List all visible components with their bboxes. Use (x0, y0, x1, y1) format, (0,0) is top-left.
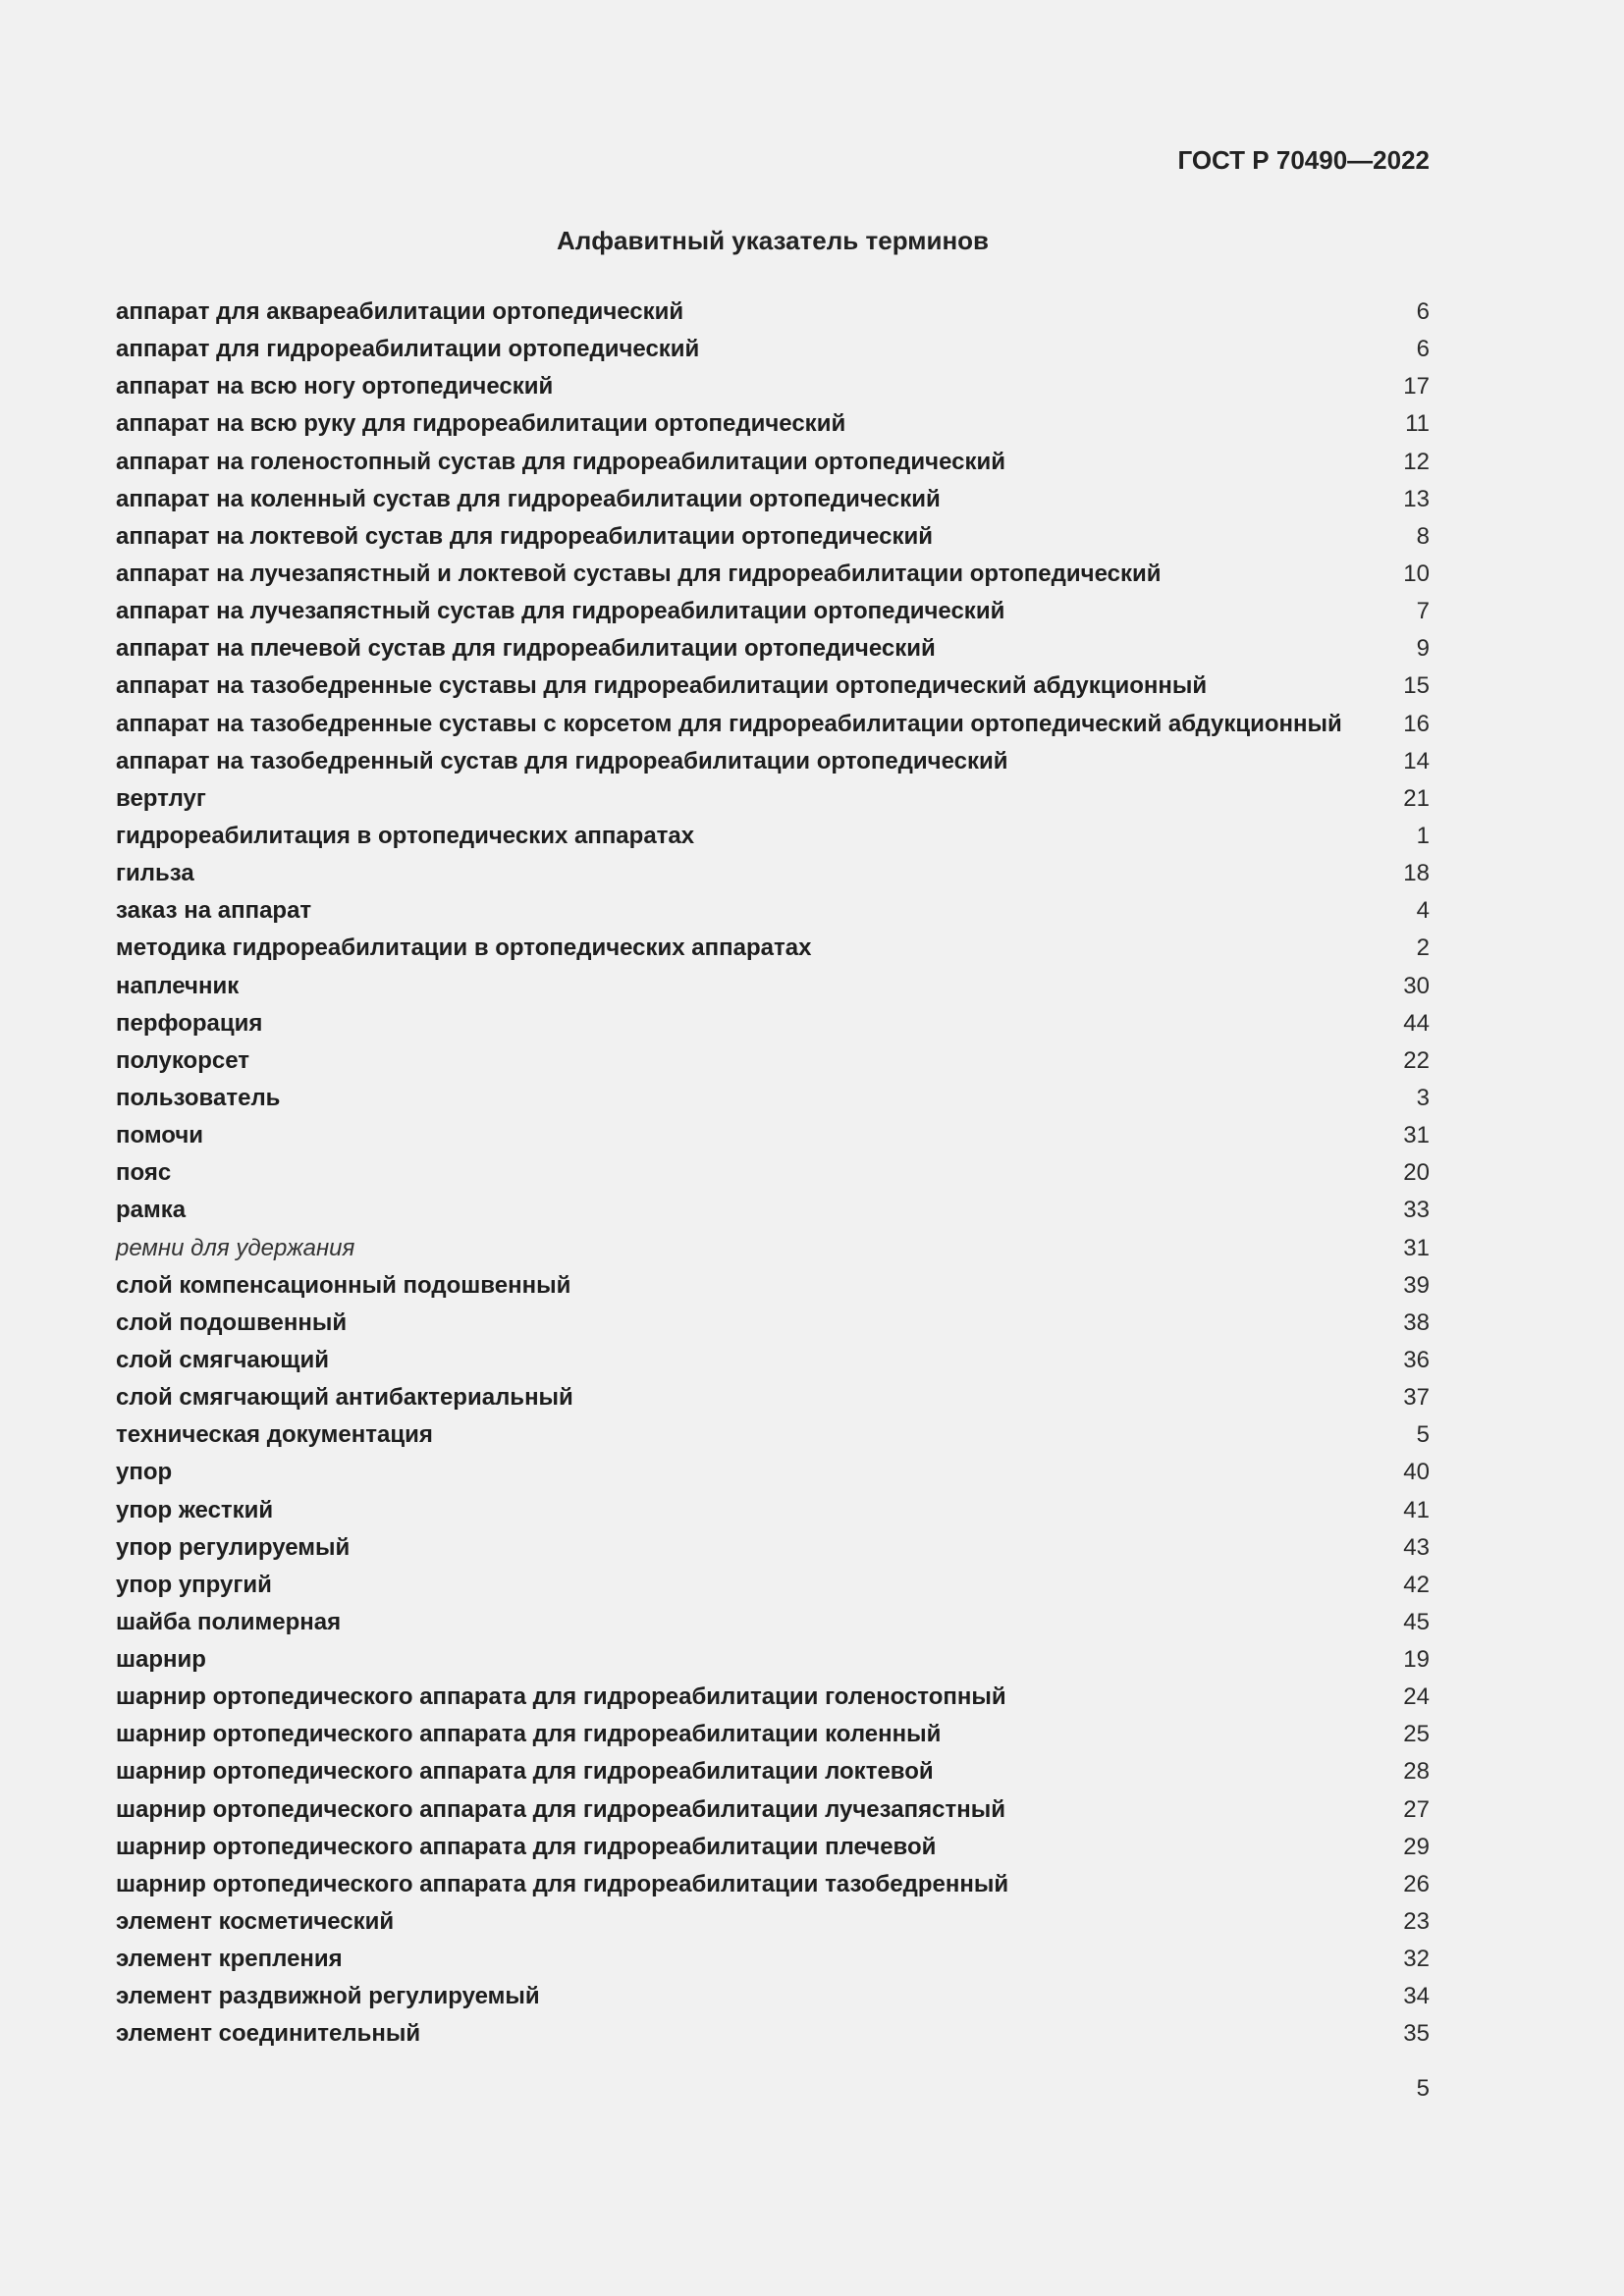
term-entry-number: 17 (1403, 373, 1430, 400)
index-term: заказ на аппарат (116, 897, 312, 925)
term-entry-number: 31 (1403, 1122, 1430, 1149)
index-entry (116, 1756, 1430, 1793)
index-term: шарнир (116, 1646, 206, 1674)
index-entry (116, 1682, 1430, 1719)
term-entry-number: 35 (1403, 2020, 1430, 2048)
index-entry (116, 296, 1430, 334)
page-number: 5 (1416, 2075, 1430, 2102)
term-entry-number: 29 (1403, 1833, 1430, 1860)
index-entry (116, 858, 1430, 895)
index-term: наплечник (116, 972, 240, 999)
index-entry (116, 1532, 1430, 1570)
index-term: полукорсет (116, 1046, 249, 1074)
term-entry-number: 28 (1403, 1758, 1430, 1786)
index-term: элемент крепления (116, 1946, 343, 1973)
term-entry-number: 32 (1403, 1946, 1430, 1973)
term-entry-number: 2 (1416, 934, 1430, 962)
index-entry (116, 933, 1430, 970)
term-index-list (116, 296, 1430, 2056)
index-term: аппарат на тазобедренные суставы для гидрореабилитации ортопедический абдукционный (116, 672, 1208, 700)
term-entry-number: 34 (1403, 1983, 1430, 2010)
term-entry-number: 3 (1416, 1084, 1430, 1111)
index-term: аппарат на всю ногу ортопедический (116, 373, 554, 400)
term-entry-number: 9 (1416, 635, 1430, 663)
index-entry (116, 895, 1430, 933)
index-entry (116, 1832, 1430, 1869)
term-entry-number: 30 (1403, 972, 1430, 999)
index-entry (116, 447, 1430, 484)
index-term: аппарат на лучезапястный и локтевой суставы для гидрореабилитации ортопедический (116, 560, 1162, 587)
index-entry (116, 1195, 1430, 1232)
term-entry-number: 1 (1416, 822, 1430, 849)
term-entry-number: 25 (1403, 1721, 1430, 1748)
term-entry-number: 5 (1416, 1421, 1430, 1449)
index-entry (116, 1120, 1430, 1157)
index-term: аппарат на коленный сустав для гидрореабилитации ортопедический (116, 485, 941, 512)
term-entry-number: 23 (1403, 1908, 1430, 1936)
term-entry-number: 24 (1403, 1683, 1430, 1711)
index-entry (116, 1607, 1430, 1644)
index-entry (116, 633, 1430, 670)
term-entry-number: 18 (1403, 860, 1430, 887)
term-entry-number: 41 (1403, 1496, 1430, 1523)
index-term: элемент косметический (116, 1908, 395, 1936)
term-entry-number: 40 (1403, 1459, 1430, 1486)
term-entry-number: 16 (1403, 710, 1430, 737)
index-term: аппарат на лучезапястный сустав для гидрореабилитации ортопедический (116, 598, 1005, 625)
index-entry (116, 596, 1430, 633)
index-entry (116, 783, 1430, 821)
index-entry (116, 670, 1430, 708)
index-entry (116, 709, 1430, 746)
term-entry-number: 31 (1403, 1234, 1430, 1261)
index-term: шарнир ортопедического аппарата для гидрореабилитации коленный (116, 1721, 942, 1748)
index-term: аппарат на всю руку для гидрореабилитации ортопедический (116, 410, 846, 438)
index-entry (116, 1794, 1430, 1832)
term-entry-number: 4 (1416, 897, 1430, 925)
index-term: аппарат на голеностопный сустав для гидрореабилитации ортопедический (116, 448, 1005, 475)
index-term: слой компенсационный подошвенный (116, 1271, 571, 1299)
index-term: методика гидрореабилитации в ортопедических аппаратах (116, 934, 812, 962)
index-entry (116, 1944, 1430, 1981)
term-entry-number: 38 (1403, 1308, 1430, 1336)
term-entry-number: 20 (1403, 1159, 1430, 1187)
index-entry (116, 746, 1430, 783)
index-term: элемент соединительный (116, 2020, 421, 2048)
index-term: шарнир ортопедического аппарата для гидрореабилитации локтевой (116, 1758, 934, 1786)
term-entry-number: 13 (1403, 485, 1430, 512)
index-entry (116, 1233, 1430, 1270)
index-term: упор регулируемый (116, 1533, 351, 1561)
term-entry-number: 14 (1403, 747, 1430, 774)
index-entry (116, 1157, 1430, 1195)
term-entry-number: 44 (1403, 1009, 1430, 1037)
term-entry-number: 42 (1403, 1571, 1430, 1598)
index-term: аппарат на тазобедренный сустав для гидрореабилитации ортопедический (116, 747, 1008, 774)
index-term: вертлуг (116, 784, 206, 812)
index-term: шайба полимерная (116, 1608, 342, 1635)
index-term: слой подошвенный (116, 1308, 348, 1336)
term-entry-number: 19 (1403, 1646, 1430, 1674)
index-term: упор упругий (116, 1571, 272, 1598)
index-term: элемент раздвижной регулируемый (116, 1983, 540, 2010)
index-entry (116, 1308, 1430, 1345)
index-term: шарнир ортопедического аппарата для гидрореабилитации лучезапястный (116, 1795, 1005, 1823)
term-entry-number: 43 (1403, 1533, 1430, 1561)
index-term: слой смягчающий антибактериальный (116, 1384, 573, 1412)
index-entry (116, 1270, 1430, 1308)
index-entry (116, 1981, 1430, 2018)
term-entry-number: 36 (1403, 1346, 1430, 1373)
term-entry-number: 8 (1416, 522, 1430, 550)
index-entry (116, 971, 1430, 1008)
index-entry (116, 1457, 1430, 1494)
index-term: шарнир ортопедического аппарата для гидрореабилитации плечевой (116, 1833, 937, 1860)
index-term: перфорация (116, 1009, 263, 1037)
term-entry-number: 26 (1403, 1870, 1430, 1897)
index-entry (116, 2018, 1430, 2056)
index-term: аппарат на плечевой сустав для гидрореабилитации ортопедический (116, 635, 936, 663)
index-title: Алфавитный указатель терминов (556, 226, 990, 255)
term-entry-number: 12 (1403, 448, 1430, 475)
term-entry-number: 45 (1403, 1608, 1430, 1635)
term-entry-number: 39 (1403, 1271, 1430, 1299)
term-entry-number: 37 (1403, 1384, 1430, 1412)
index-entry (116, 821, 1430, 858)
index-term: аппарат на тазобедренные суставы с корсетом для гидрореабилитации ортопедический абдукционный (116, 710, 1342, 737)
term-entry-number: 6 (1416, 298, 1430, 325)
index-entry (116, 559, 1430, 596)
index-entry (116, 484, 1430, 521)
index-term: слой смягчающий (116, 1346, 329, 1373)
index-entry (116, 1906, 1430, 1944)
index-entry (116, 1345, 1430, 1382)
index-term: гидрореабилитация в ортопедических аппаратах (116, 822, 695, 849)
term-entry-number: 7 (1416, 598, 1430, 625)
index-term: аппарат для аквареабилитации ортопедический (116, 298, 684, 325)
index-term: аппарат на локтевой сустав для гидрореабилитации ортопедический (116, 522, 934, 550)
index-entry (116, 1495, 1430, 1532)
index-entry (116, 408, 1430, 446)
index-entry (116, 1570, 1430, 1607)
term-entry-number: 27 (1403, 1795, 1430, 1823)
index-term: гильза (116, 860, 194, 887)
index-term: пользователь (116, 1084, 281, 1111)
index-entry (116, 1419, 1430, 1457)
index-term: шарнир ортопедического аппарата для гидрореабилитации голеностопный (116, 1683, 1006, 1711)
index-term: пояс (116, 1159, 172, 1187)
index-entry (116, 1869, 1430, 1906)
index-term: техническая документация (116, 1421, 433, 1449)
index-term: аппарат для гидрореабилитации ортопедический (116, 336, 700, 363)
index-entry (116, 1045, 1430, 1083)
index-term: упор (116, 1459, 173, 1486)
index-term: упор жесткий (116, 1496, 274, 1523)
index-entry (116, 334, 1430, 371)
index-term: ремни для удержания (116, 1234, 355, 1261)
standard-code: ГОСТ Р 70490—2022 (1177, 145, 1430, 175)
term-entry-number: 10 (1403, 560, 1430, 587)
index-entry (116, 1644, 1430, 1682)
index-entry (116, 1382, 1430, 1419)
term-entry-number: 21 (1403, 784, 1430, 812)
index-entry (116, 1719, 1430, 1756)
index-term: рамка (116, 1197, 187, 1224)
index-entry (116, 1008, 1430, 1045)
index-term: помочи (116, 1122, 204, 1149)
term-entry-number: 11 (1405, 410, 1430, 438)
index-entry (116, 521, 1430, 559)
index-entry (116, 371, 1430, 408)
term-entry-number: 15 (1403, 672, 1430, 700)
term-entry-number: 33 (1403, 1197, 1430, 1224)
term-entry-number: 22 (1403, 1046, 1430, 1074)
term-entry-number: 6 (1416, 336, 1430, 363)
index-entry (116, 1083, 1430, 1120)
index-term: шарнир ортопедического аппарата для гидрореабилитации тазобедренный (116, 1870, 1009, 1897)
